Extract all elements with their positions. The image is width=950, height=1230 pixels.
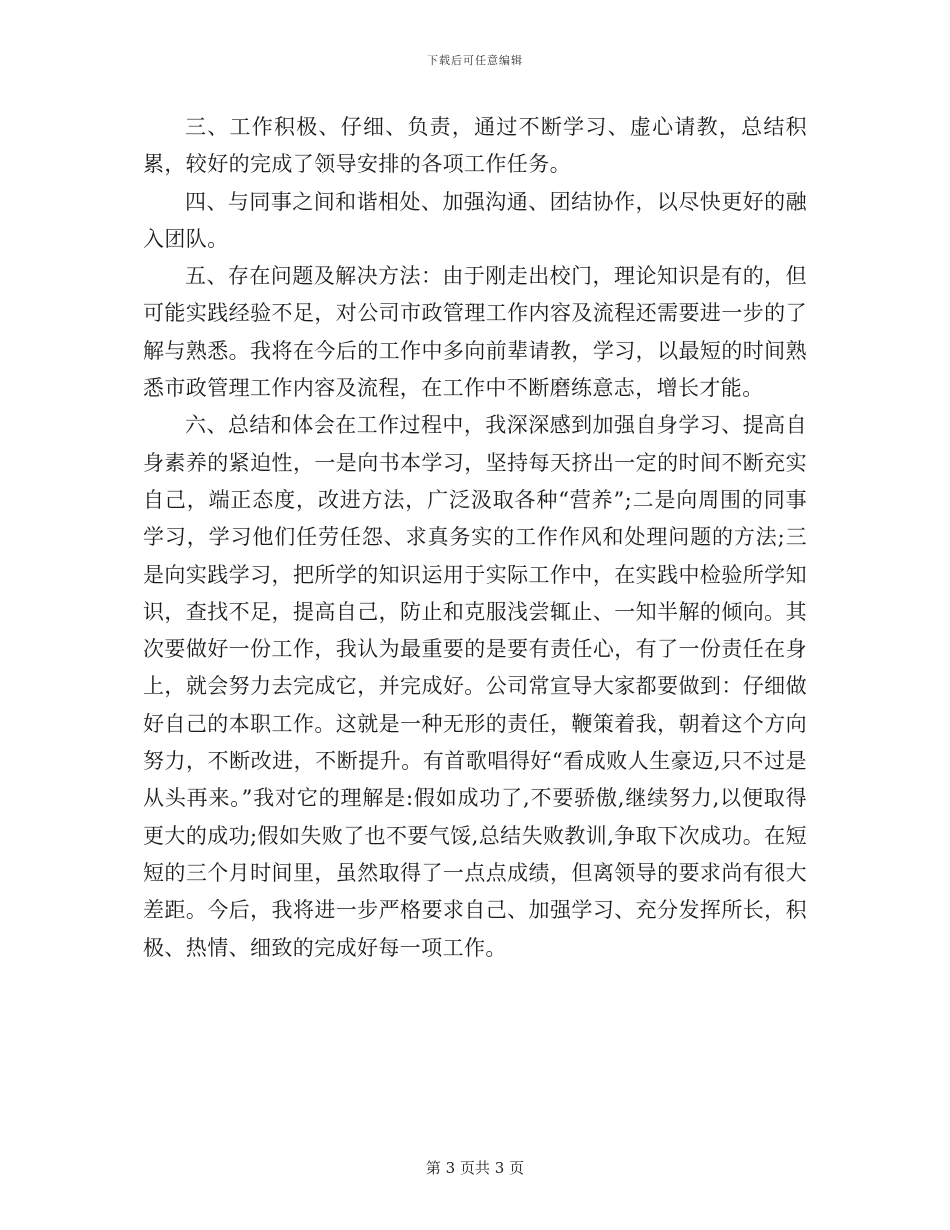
page-number-footer: 第 3 页共 3 页 <box>425 1159 525 1177</box>
paragraph-6: 六、总结和体会在工作过程中，我深深感到加强自身学习、提高自身素养的紧迫性，一是向书本学习，坚持每天挤出一定的时间不断充实自己，端正态度，改进方法，广泛汲取各种“营养”;二是向周围的同事学习，学习他们任劳任怨、求真务实的工作作风和处理问题的方法;三是向实践学习，把所学的知识运用于实际工作中，在实践中检验所学知识，查找不足，提高自己，防止和克服浅尝辄止、一知半解的倾向。其次要做好一份工作，我认为最重要的是要有责任心，有了一份责任在身上，就会努力去完成它，并完成好。公司常宣导大家都要做到：仔细做好自己的本职工作。这就是一种无形的责任，鞭策着我，朝着这个方向努力，不断改进，不断提升。有首歌唱得好“看成败人生豪迈,只不过是从头再来。”我对它的理解是:假如成功了,不要骄傲,继续努力,以便取得更大的成功;假如失败了也不要气馁,总结失败教训,争取下次成功。在短短的三个月时间里，虽然取得了一点点成绩，但离领导的要求尚有很大差距。今后，我将进一步严格要求自己、加强学习、充分发挥所长，积极、热情、细致的完成好每一项工作。 <box>143 413 807 960</box>
document-body <box>143 109 807 967</box>
paragraph-3: 三、工作积极、仔细、负责，通过不断学习、虚心请教，总结积累，较好的完成了领导安排的各项工作任务。 <box>143 115 807 177</box>
page-header-note: 下载后可任意编辑 <box>427 54 523 67</box>
paragraph-4: 四、与同事之间和谐相处、加强沟通、团结协作，以尽快更好的融入团队。 <box>143 189 807 251</box>
paragraph-5: 五、存在问题及解决方法：由于刚走出校门，理论知识是有的，但可能实践经验不足，对公司市政管理工作内容及流程还需要进一步的了解与熟悉。我将在今后的工作中多向前辈请教，学习，以最短的时间熟悉市政管理工作内容及流程，在工作中不断磨练意志，增长才能。 <box>143 264 807 401</box>
